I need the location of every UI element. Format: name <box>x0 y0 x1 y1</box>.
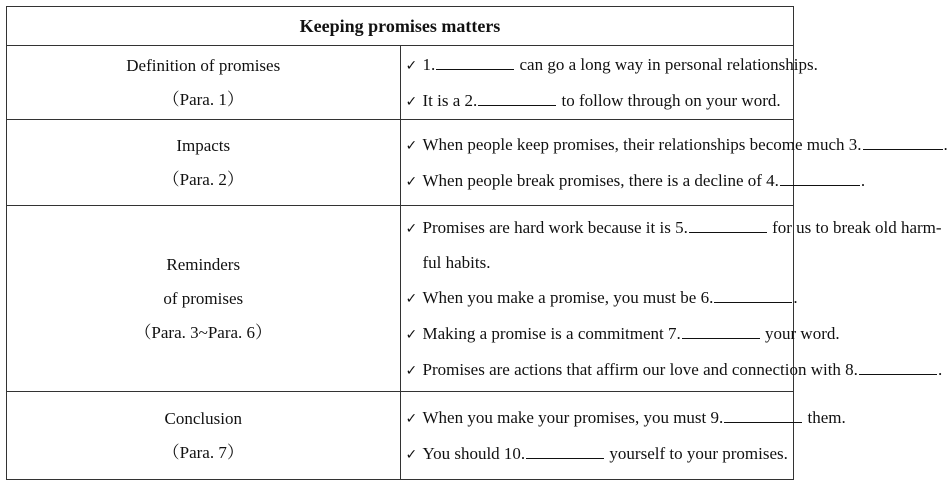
section-title: Impacts <box>176 135 231 155</box>
answer-blank-9[interactable] <box>724 408 802 423</box>
check-icon: ✓ <box>405 446 418 463</box>
summary-line: ✓ Promises are hard work because it is 5. for us to break old harm- <box>406 210 794 246</box>
section-para: （Para. 1） <box>162 89 244 109</box>
check-icon: ✓ <box>405 137 418 154</box>
title-row <box>7 7 794 46</box>
summary-line: ✓ When people break promises, there is a decline of 4. . <box>406 163 794 199</box>
section-row-reminders <box>7 206 794 392</box>
summary-line: ✓ It is a 2. to follow through on your word. <box>406 83 794 119</box>
section-label <box>7 120 401 206</box>
section-para: （Para. 7） <box>162 442 244 462</box>
table-title: Keeping promises matters <box>7 7 794 46</box>
check-icon: ✓ <box>405 290 418 307</box>
section-title: Definition of promises <box>126 55 281 75</box>
summary-table <box>6 6 948 480</box>
check-icon: ✓ <box>405 362 418 379</box>
section-label <box>7 46 401 120</box>
section-content <box>400 120 948 206</box>
summary-line: ✓ Making a promise is a commitment 7. your word. <box>406 316 794 352</box>
section-label <box>7 206 401 392</box>
section-row-definition <box>7 46 794 120</box>
section-title: Reminders <box>166 254 241 274</box>
section-row-impacts <box>7 120 794 206</box>
check-icon: ✓ <box>405 220 418 237</box>
check-icon: ✓ <box>405 410 418 427</box>
section-label <box>7 392 401 480</box>
answer-blank-6[interactable] <box>714 288 792 303</box>
answer-blank-1[interactable] <box>436 55 514 70</box>
section-content <box>400 206 943 392</box>
section-row-conclusion <box>7 392 794 480</box>
answer-blank-5[interactable] <box>689 218 767 233</box>
answer-blank-10[interactable] <box>526 444 604 459</box>
section-title-cont: of promises <box>163 288 244 308</box>
summary-line: ✓ When you make a promise, you must be 6. . <box>406 280 794 316</box>
answer-blank-8[interactable] <box>859 360 937 375</box>
check-icon: ✓ <box>405 173 418 190</box>
section-para: （Para. 2） <box>162 169 244 189</box>
summary-line: ✓ You should 10. yourself to your promises. <box>406 436 794 472</box>
worksheet <box>6 6 948 495</box>
answer-blank-3[interactable] <box>863 135 943 150</box>
summary-line: ✓ Promises are actions that affirm our love and connection with 8. . <box>406 352 794 388</box>
section-content <box>400 46 818 120</box>
section-para: （Para. 3~Para. 6） <box>134 322 273 342</box>
summary-line: ✓ 1. can go a long way in personal relationships. <box>406 47 794 83</box>
section-content <box>400 392 846 480</box>
check-icon: ✓ <box>405 93 418 110</box>
section-title: Conclusion <box>164 408 242 428</box>
answer-blank-7[interactable] <box>682 324 760 339</box>
summary-line: ✓ When you make your promises, you must 9. them. <box>406 400 794 436</box>
check-icon: ✓ <box>405 326 418 343</box>
check-icon: ✓ <box>405 57 418 74</box>
summary-line-continuation: ful habits. <box>422 252 491 272</box>
answer-blank-4[interactable] <box>780 171 860 186</box>
summary-line: ✓ When people keep promises, their relationships become much 3. . <box>406 127 794 163</box>
answer-blank-2[interactable] <box>478 91 556 106</box>
